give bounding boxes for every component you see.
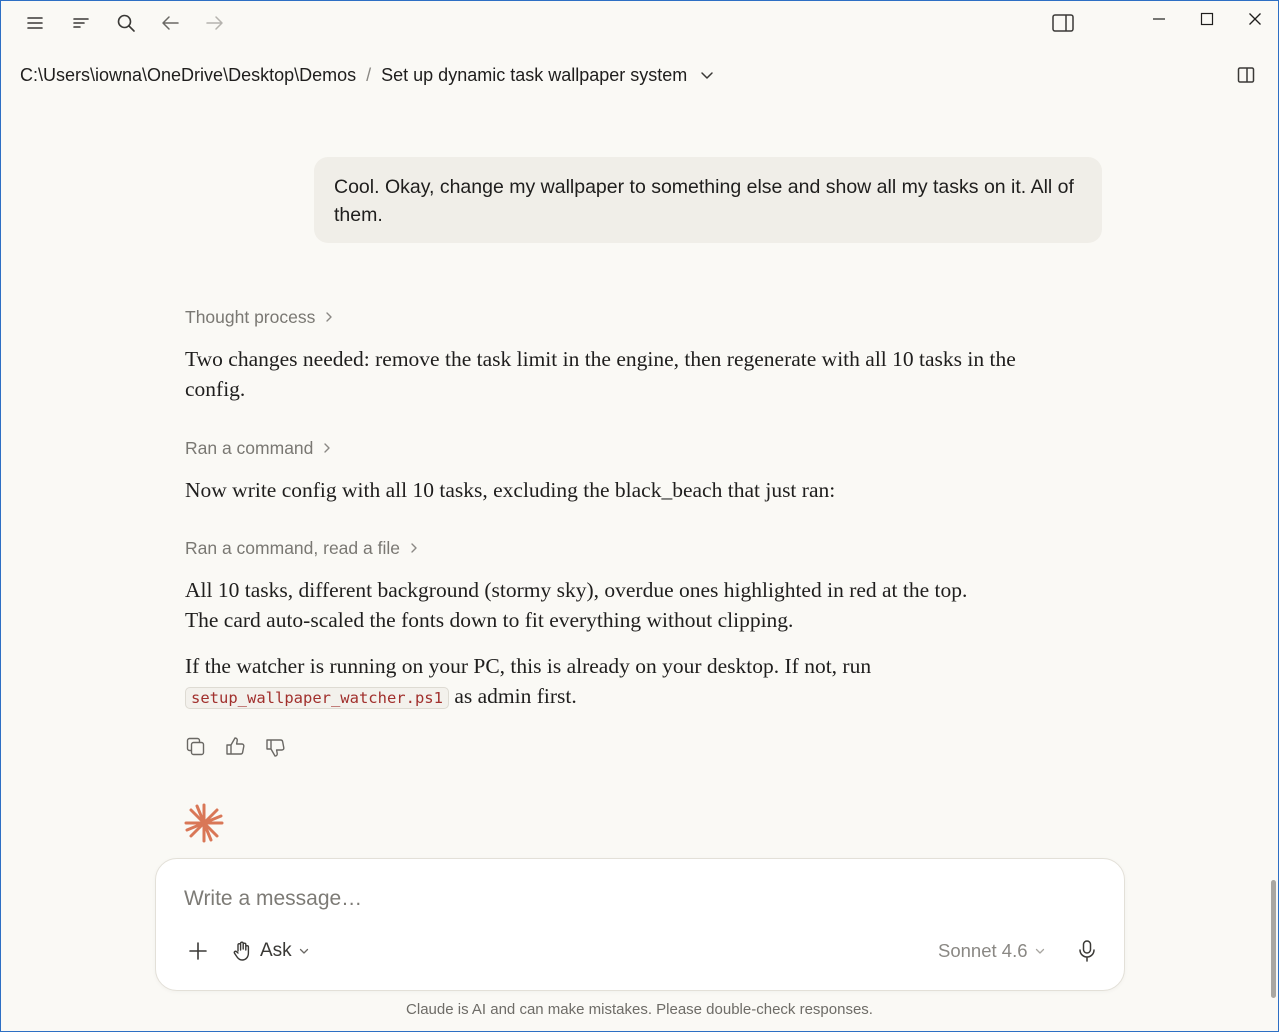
minimize-icon[interactable] — [1150, 10, 1168, 28]
search-icon[interactable] — [116, 13, 136, 33]
message-input[interactable] — [182, 883, 1086, 915]
sort-list-icon[interactable] — [71, 13, 91, 33]
step-label: Ran a command, read a file — [185, 538, 400, 558]
message-composer — [155, 858, 1125, 991]
step-label: Ran a command — [185, 438, 314, 458]
response-paragraph — [185, 651, 1065, 713]
copy-icon[interactable] — [185, 736, 207, 758]
thumbs-up-icon[interactable] — [224, 735, 246, 757]
response-paragraph — [185, 575, 1065, 635]
chevron-right-icon — [324, 310, 334, 326]
chevron-down-icon — [1034, 945, 1046, 957]
breadcrumb — [20, 62, 715, 88]
thought-process-toggle[interactable] — [185, 307, 334, 328]
model-label: Sonnet 4.6 — [938, 940, 1028, 961]
step-label: Thought process — [185, 307, 316, 327]
breadcrumb-path[interactable]: C:\Users\iowna\OneDrive\Desktop\Demos — [20, 64, 357, 85]
mode-label: Ask — [260, 940, 292, 961]
response-text: as admin first. — [454, 684, 577, 708]
maximize-icon[interactable] — [1198, 10, 1216, 28]
chevron-right-icon — [322, 441, 332, 457]
breadcrumb-separator: / — [366, 64, 372, 85]
response-text: If the watcher is running on your PC, this is already on your desktop. If not, run — [185, 654, 872, 678]
chevron-down-icon[interactable] — [699, 67, 715, 83]
menu-icon[interactable] — [25, 13, 45, 33]
user-message: Cool. Okay, change my wallpaper to something else and show all my tasks on it. All of them. — [314, 157, 1102, 243]
chevron-right-icon — [409, 541, 419, 557]
microphone-icon[interactable] — [1076, 939, 1098, 963]
scrollbar-thumb[interactable] — [1271, 880, 1276, 998]
sidebar-toggle-icon[interactable] — [1051, 12, 1075, 34]
mode-selector[interactable] — [232, 939, 310, 963]
plus-icon[interactable] — [187, 940, 209, 962]
response-paragraph: Now write config with all 10 tasks, excluding the black_beach that just ran: — [185, 478, 836, 502]
ran-command-toggle[interactable] — [185, 438, 332, 459]
forward-arrow-icon[interactable] — [204, 13, 224, 33]
response-line: The card auto-scaled the fonts down to fit everything without clipping. — [185, 608, 794, 632]
claude-asterisk-logo — [183, 802, 225, 844]
title-bar — [0, 0, 1279, 46]
hand-icon — [232, 940, 252, 962]
back-arrow-icon[interactable] — [161, 13, 181, 33]
thumbs-down-icon[interactable] — [264, 737, 286, 759]
disclaimer-text: Claude is AI and can make mistakes. Please double-check responses. — [406, 1001, 873, 1018]
conversation-title[interactable]: Set up dynamic task wallpaper system — [381, 64, 688, 85]
ran-command-read-file-toggle[interactable] — [185, 538, 419, 559]
chevron-down-icon — [298, 945, 310, 957]
close-icon[interactable] — [1246, 10, 1264, 28]
response-line: All 10 tasks, different background (stormy sky), overdue ones highlighted in red at the top. — [185, 578, 968, 602]
model-selector[interactable] — [938, 939, 1046, 963]
inline-code: setup_wallpaper_watcher.ps1 — [185, 687, 449, 709]
panel-toggle-icon[interactable] — [1236, 65, 1256, 85]
response-paragraph: Two changes needed: remove the task limit in the engine, then regenerate with all 10 tasks in the config. — [185, 347, 1016, 401]
